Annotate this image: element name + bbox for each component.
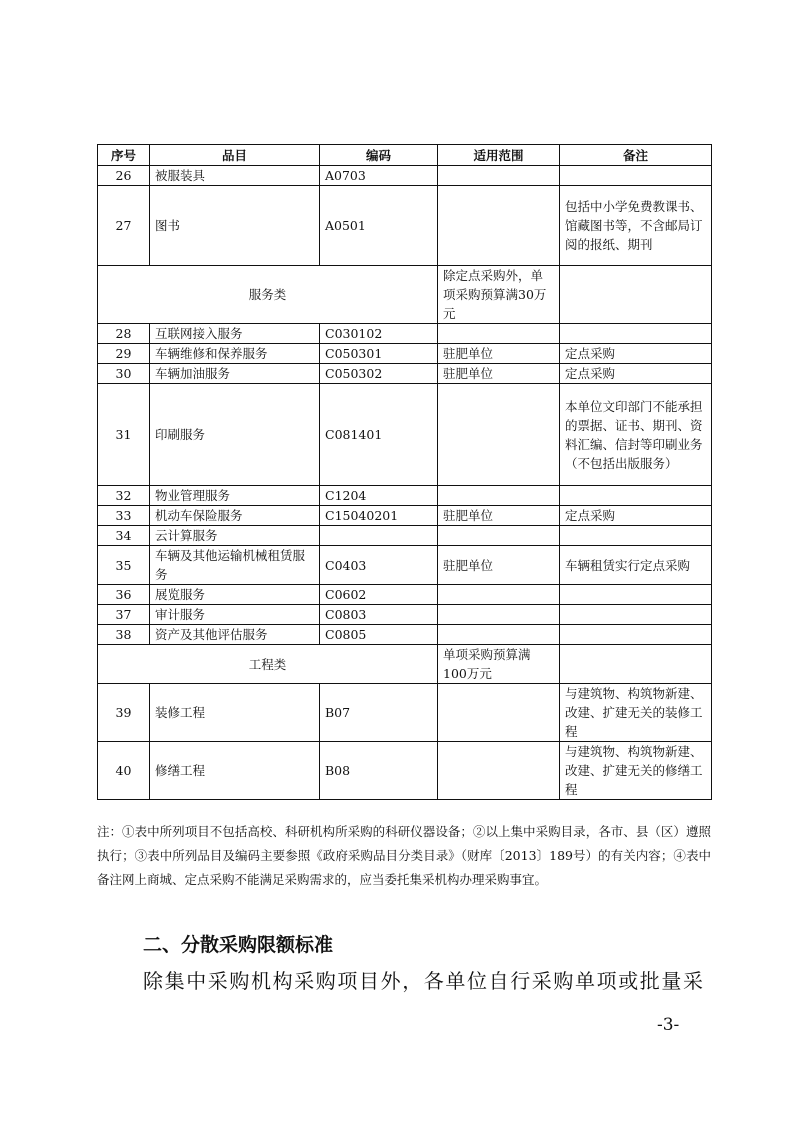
item-cell: 修缮工程 xyxy=(150,742,320,800)
note-cell: 与建筑物、构筑物新建、改建、扩建无关的装修工程 xyxy=(560,684,712,742)
category-row xyxy=(98,645,712,684)
header-item: 品目 xyxy=(150,145,320,166)
note-cell: 定点采购 xyxy=(560,364,712,384)
scope-cell xyxy=(438,526,560,546)
no-cell: 38 xyxy=(98,625,150,645)
table-body xyxy=(98,166,712,800)
note-cell xyxy=(560,625,712,645)
no-cell: 34 xyxy=(98,526,150,546)
code-cell: C0602 xyxy=(320,585,438,605)
scope-cell xyxy=(438,625,560,645)
page-number: -3- xyxy=(657,1015,680,1035)
item-cell: 云计算服务 xyxy=(150,526,320,546)
scope-cell xyxy=(438,384,560,486)
no-cell: 27 xyxy=(98,186,150,266)
item-cell: 物业管理服务 xyxy=(150,486,320,506)
note-cell: 车辆租赁实行定点采购 xyxy=(560,546,712,585)
note-cell xyxy=(560,266,712,324)
scope-cell: 驻肥单位 xyxy=(438,546,560,585)
item-cell: 图书 xyxy=(150,186,320,266)
code-cell: C0805 xyxy=(320,625,438,645)
no-cell: 32 xyxy=(98,486,150,506)
no-cell: 31 xyxy=(98,384,150,486)
table-row xyxy=(98,625,712,645)
header-note: 备注 xyxy=(560,145,712,166)
table-row xyxy=(98,166,712,186)
scope-cell xyxy=(438,166,560,186)
scope-cell xyxy=(438,742,560,800)
table-row xyxy=(98,486,712,506)
item-cell: 印刷服务 xyxy=(150,384,320,486)
table-header-row xyxy=(98,145,712,166)
section-title: 二、分散采购限额标准 xyxy=(143,934,334,956)
code-cell: C050301 xyxy=(320,344,438,364)
body-paragraph: 除集中采购机构采购项目外，各单位自行采购单项或批量采 xyxy=(143,969,705,993)
code-cell: C030102 xyxy=(320,324,438,344)
table-row xyxy=(98,324,712,344)
item-cell: 被服装具 xyxy=(150,166,320,186)
item-cell: 资产及其他评估服务 xyxy=(150,625,320,645)
code-cell: B07 xyxy=(320,684,438,742)
table-row xyxy=(98,585,712,605)
item-cell: 装修工程 xyxy=(150,684,320,742)
code-cell: C0403 xyxy=(320,546,438,585)
scope-cell: 驻肥单位 xyxy=(438,364,560,384)
no-cell: 33 xyxy=(98,506,150,526)
table-row xyxy=(98,546,712,585)
scope-cell xyxy=(438,585,560,605)
code-cell: C050302 xyxy=(320,364,438,384)
scope-cell: 单项采购预算满100万元 xyxy=(438,645,560,684)
scope-cell xyxy=(438,186,560,266)
item-cell: 审计服务 xyxy=(150,605,320,625)
note-cell xyxy=(560,605,712,625)
note-cell xyxy=(560,166,712,186)
note-cell xyxy=(560,486,712,506)
no-cell: 29 xyxy=(98,344,150,364)
code-cell: C15040201 xyxy=(320,506,438,526)
item-cell: 机动车保险服务 xyxy=(150,506,320,526)
no-cell: 39 xyxy=(98,684,150,742)
header-no: 序号 xyxy=(98,145,150,166)
code-cell: B08 xyxy=(320,742,438,800)
item-cell: 互联网接入服务 xyxy=(150,324,320,344)
code-cell: C0803 xyxy=(320,605,438,625)
note-cell xyxy=(560,645,712,684)
note-cell xyxy=(560,585,712,605)
scope-cell xyxy=(438,684,560,742)
no-cell: 37 xyxy=(98,605,150,625)
table-row xyxy=(98,742,712,800)
scope-cell xyxy=(438,486,560,506)
table-row xyxy=(98,526,712,546)
category-cell: 工程类 xyxy=(98,645,438,684)
header-scope: 适用范围 xyxy=(438,145,560,166)
scope-cell: 驻肥单位 xyxy=(438,344,560,364)
category-row xyxy=(98,266,712,324)
code-cell: C081401 xyxy=(320,384,438,486)
note-cell xyxy=(560,526,712,546)
note-cell: 本单位文印部门不能承担的票据、证书、期刊、资料汇编、信封等印刷业务（不包括出版服务） xyxy=(560,384,712,486)
note-cell: 定点采购 xyxy=(560,344,712,364)
code-cell: C1204 xyxy=(320,486,438,506)
note-cell: 与建筑物、构筑物新建、改建、扩建无关的修缮工程 xyxy=(560,742,712,800)
no-cell: 40 xyxy=(98,742,150,800)
item-cell: 车辆维修和保养服务 xyxy=(150,344,320,364)
procurement-catalog-table xyxy=(97,144,712,800)
scope-cell xyxy=(438,605,560,625)
table-row xyxy=(98,344,712,364)
table-row xyxy=(98,186,712,266)
note-cell xyxy=(560,324,712,344)
no-cell: 36 xyxy=(98,585,150,605)
table-row xyxy=(98,384,712,486)
item-cell: 车辆及其他运输机械租赁服务 xyxy=(150,546,320,585)
scope-cell: 驻肥单位 xyxy=(438,506,560,526)
table-row xyxy=(98,605,712,625)
note-cell: 定点采购 xyxy=(560,506,712,526)
no-cell: 28 xyxy=(98,324,150,344)
table-row xyxy=(98,684,712,742)
no-cell: 35 xyxy=(98,546,150,585)
item-cell: 车辆加油服务 xyxy=(150,364,320,384)
table-row xyxy=(98,364,712,384)
scope-cell xyxy=(438,324,560,344)
no-cell: 26 xyxy=(98,166,150,186)
table-footnote: 注：①表中所列项目不包括高校、科研机构所采购的科研仪器设备；②以上集中采购目录，各市、县（区）遵照执行；③表中所列品目及编码主要参照《政府采购品目分类目录》（财库〔2013〕189号）的有关内容；④表中备注网上商城、定点采购不能满足采购需求的，应当委托集采机构办理采购事宜。 xyxy=(97,824,711,887)
item-cell: 展览服务 xyxy=(150,585,320,605)
code-cell: A0703 xyxy=(320,166,438,186)
category-cell: 服务类 xyxy=(98,266,438,324)
no-cell: 30 xyxy=(98,364,150,384)
code-cell: A0501 xyxy=(320,186,438,266)
table-row xyxy=(98,506,712,526)
code-cell xyxy=(320,526,438,546)
scope-cell: 除定点采购外，单项采购预算满30万元 xyxy=(438,266,560,324)
note-cell: 包括中小学免费教课书、馆藏图书等，不含邮局订阅的报纸、期刊 xyxy=(560,186,712,266)
header-code: 编码 xyxy=(320,145,438,166)
